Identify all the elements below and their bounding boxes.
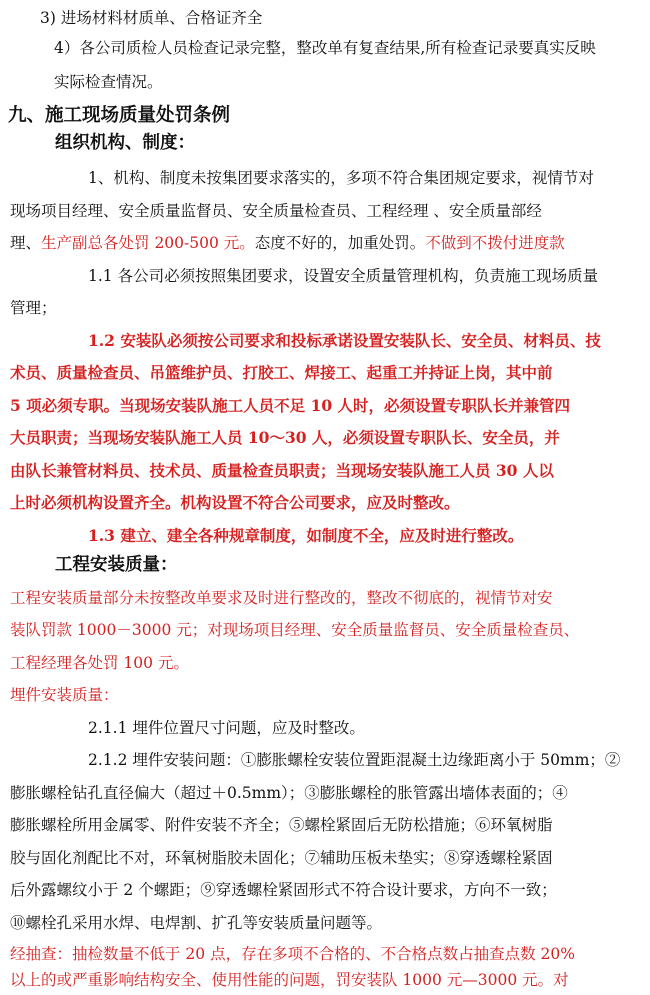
text-line-14: 大员职责；当现场安装队施工人员 10～30 人，必须设置专职队长、安全员，并 <box>10 428 560 447</box>
text-line-1: 3) 进场材料材质单、合格证齐全 <box>40 9 263 27</box>
text-line-16: 上时必须机构设置齐全。机构设置不符合公司要求，应及时整改。 <box>10 493 460 512</box>
text-line-7: 现场项目经理、安全质量监督员、安全质量检查员、工程经理 、安全质量部经 <box>10 202 542 220</box>
text-line-29: ⑩螺栓孔采用水焊、电焊割、扩孔等安装质量问题等。 <box>10 914 383 932</box>
text-line-19: 工程安装质量部分未按整改单要求及时进行整改的，整改不彻底的，视情节对安 <box>10 589 553 607</box>
text-line-28: 后外露螺纹小于 2 个螺距；⑨穿透螺栓紧固形式不符合设计要求，方向不一致； <box>10 881 557 899</box>
text-line-23: 2.1.1 埋件位置尺寸问题，应及时整改。 <box>88 719 365 737</box>
text-segment: 态度不好的，加重处罚。 <box>254 234 426 252</box>
text-line-2: 4）各公司质检人员检查记录完整，整改单有复查结果,所有检查记录要真实反映 <box>54 39 596 57</box>
subsection-heading-installation: 工程安装质量： <box>55 555 178 575</box>
text-line-12: 术员、质量检查员、吊篮维护员、打胶工、焊接工、起重工并持证上岗，其中前 <box>10 363 553 382</box>
penalty-text: 生产副总各处罚 200-500 元。 <box>41 234 255 252</box>
text-line-21: 工程经理各处罚 100 元。 <box>10 654 189 672</box>
text-line-15: 由队长兼管材料员、技术员、质量检查员职责；当现场安装队施工人员 30 人以 <box>10 461 554 480</box>
text-line-11: 1.2 安装队必须按公司要求和投标承诺设置安装队长、安全员、材料员、技 <box>88 331 601 350</box>
payment-warning: 不做到不拨付进度款 <box>425 234 565 252</box>
text-segment: 理、 <box>10 234 42 252</box>
text-line-10: 管理； <box>10 299 57 317</box>
text-line-27: 胶与固化剂配比不对，环氧树脂胶未固化；⑦辅助压板未垫实；⑧穿透螺栓紧固 <box>10 849 553 867</box>
text-line-9: 1.1 各公司必须按照集团要求，设置安全质量管理机构，负责施工现场质量 <box>88 267 599 285</box>
text-line-31: 以上的或严重影响结构安全、使用性能的问题，罚安装队 1000 元—3000 元。对 <box>10 971 569 989</box>
text-line-25: 膨胀螺栓钻孔直径偏大（超过＋0.5mm）；③膨胀螺栓的胀管露出墙体表面的；④ <box>10 784 568 802</box>
text-line-6: 1、机构、制度未按集团要求落实的，多项不符合集团规定要求，视情节对 <box>88 169 594 187</box>
text-line-8 <box>10 228 565 258</box>
text-line-3: 实际检查情况。 <box>54 73 163 91</box>
text-line-24: 2.1.2 埋件安装问题：①膨胀螺栓安装位置距混凝土边缘距离小于 50mm；② <box>88 751 621 769</box>
text-line-13: 5 项必须专职。当现场安装队施工人员不足 10 人时，必须设置专职队长并兼管四 <box>10 396 571 415</box>
subsection-heading-organization: 组织机构、制度： <box>55 133 195 153</box>
section-heading: 九、施工现场质量处罚条例 <box>8 105 231 126</box>
text-line-30: 经抽查：抽检数量不低于 20 点，存在多项不合格的、不合格点数占抽查点数 20% <box>10 945 575 963</box>
text-line-20: 装队罚款 1000－3000 元；对现场项目经理、安全质量监督员、安全质量检查员、 <box>10 621 580 639</box>
text-line-17: 1.3 建立、建全各种规章制度，如制度不全，应及时进行整改。 <box>88 526 524 545</box>
text-line-26: 膨胀螺栓所用金属零、附件安装不齐全；⑤螺栓紧固后无防松措施；⑥环氧树脂 <box>10 816 553 834</box>
text-line-22: 埋件安装质量： <box>10 686 119 704</box>
